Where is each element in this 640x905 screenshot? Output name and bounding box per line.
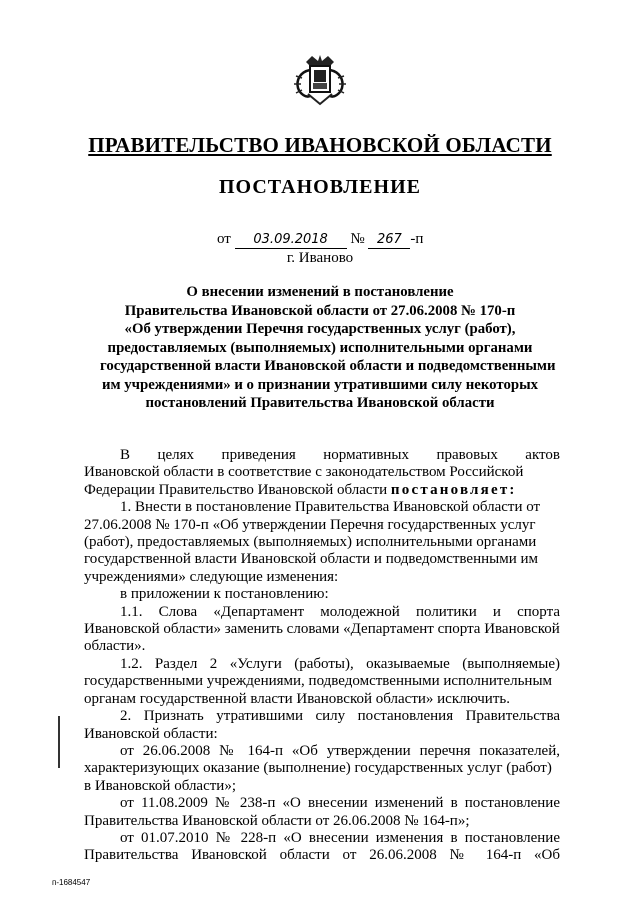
body-line: органам государственной власти Ивановской области» исключить. xyxy=(84,690,510,707)
body-line: от 01.07.2010 № 228-п «О внесении изменения в постановление xyxy=(120,829,560,846)
resolution-word: постановляет: xyxy=(390,481,517,498)
body-line: области». xyxy=(84,638,146,655)
title-line: «Об утверждении Перечня государственных услуг (работ), xyxy=(124,321,516,337)
body-line: 27.06.2008 № 170-п «Об утверждении Перечня государственных услуг xyxy=(84,516,536,533)
document-title xyxy=(100,283,556,413)
body-line: характеризующих оказание (выполнение) государственных услуг (работ) xyxy=(84,760,552,777)
body-line: государственной власти Ивановской области и подведомственными им xyxy=(84,551,539,568)
title-line: постановлений Правительства Ивановской области xyxy=(145,395,495,411)
body-line: от 11.08.2009 № 238-п «О внесении изменений в постановление xyxy=(120,795,560,812)
body-line: Ивановской области» заменить словами «Департамент спорта Ивановской xyxy=(84,621,560,638)
city: г. Иваново xyxy=(286,250,354,266)
margin-mark xyxy=(58,716,60,768)
body-line: Ивановской области в соответствие с законодательством Российской xyxy=(84,464,524,481)
organization-name: ПРАВИТЕЛЬСТВО ИВАНОВСКОЙ ОБЛАСТИ xyxy=(88,133,552,157)
title-line: им учреждениями» и о признании утратившими силу некоторых xyxy=(101,376,539,393)
title-line: предоставляемых (выполняемых) исполнительными органами xyxy=(107,339,533,356)
body-line: от 26.06.2008 № 164-п «Об утверждении перечня показателей, xyxy=(120,742,560,759)
body-line: В целях приведения нормативных правовых актов xyxy=(120,447,560,463)
number-suffix: -п xyxy=(410,231,424,247)
date-number-line xyxy=(217,231,423,249)
document-number: 267 xyxy=(368,232,410,249)
footer-code: п-1684547 xyxy=(52,878,91,887)
body-text: Федерации Правительство Ивановской области xyxy=(84,481,391,498)
body-line: Правительства Ивановской области от 26.06.2008 № 164-п «Об xyxy=(84,847,560,864)
body-line: Правительства Ивановской области от 26.06.2008 № 164-п»; xyxy=(84,812,470,829)
title-line: О внесении изменений в постановление xyxy=(186,284,454,300)
body-line: 1.1. Слова «Департамент молодежной политики и спорта xyxy=(120,603,560,620)
title-line: Правительства Ивановской области от 27.06.2008 № 170-п xyxy=(124,302,516,319)
body-line: государственными учреждениями, подведомственными исполнительным xyxy=(84,673,553,690)
document-date: 03.09.2018 xyxy=(235,232,347,249)
body-line: Ивановской области: xyxy=(84,725,218,742)
number-label: № xyxy=(350,231,365,247)
body-line: в приложении к постановлению: xyxy=(120,586,329,603)
body-line xyxy=(84,482,560,499)
date-prefix: от xyxy=(217,231,231,247)
document-body xyxy=(84,447,560,865)
body-line: в Ивановской области»; xyxy=(84,777,236,794)
document-type: ПОСТАНОВЛЕНИЕ xyxy=(219,176,421,198)
body-line: 2. Признать утратившими силу постановления Правительства xyxy=(120,708,560,725)
body-line: учреждениями» следующие изменения: xyxy=(84,568,339,585)
coat-of-arms-emblem xyxy=(292,52,348,108)
title-line: государственной власти Ивановской области и подведомственными xyxy=(100,358,556,374)
body-line: 1.2. Раздел 2 «Услуги (работы), оказываемые (выполняемые) xyxy=(120,655,560,672)
body-line: (работ), предоставляемых (выполняемых) исполнительными органами xyxy=(84,534,537,551)
body-line: 1. Внести в постановление Правительства Ивановской области от xyxy=(120,499,541,516)
